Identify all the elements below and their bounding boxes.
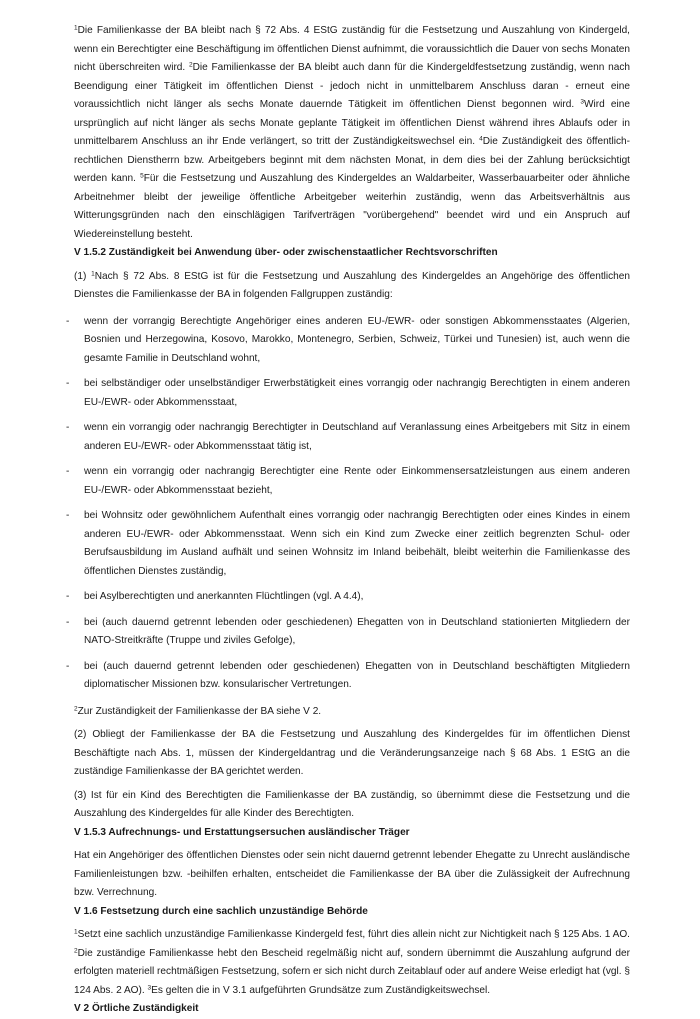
sentence: Die Zuständigkeit des öffentlich-rechtlichen Dienstherrn bzw. Arbeitgebers beginnt mit dem nächsten Monat, in dem dies bei der Zahlung berücksichtigt werden kann. (74, 136, 630, 184)
bullet-marker: - (66, 616, 70, 628)
sentence: Für die Festsetzung und Auszahlung des Kindergeldes an Waldarbeiter, Wasserbauarbeiter oder ähnliche Arbeitnehmer bleibt der jeweilige öffentliche Arbeitgeber weiterhin zuständig, wenn das Arbeitsverhältnis aus Witterungsgründen nach den einschlägigen Tarifverträgen "vorübergehend" beendet wird und ein Anspruch auf Wiedereinstellung besteht. (74, 173, 630, 240)
bullet-marker: - (66, 466, 70, 477)
sentence-number: 1 (74, 24, 78, 32)
sentence: Zur Zuständigkeit der Familienkasse der BA siehe V 2. (77, 705, 322, 717)
list-item-text: wenn ein vorrangig oder nachrangig Berechtigter in Deutschland auf Veranlassung eines Arbeitgebers mit Sitz in einem anderen EU-/EWR- oder Abkommensstaat tätig ist, (84, 422, 630, 452)
sentence: Die zuständige Familienkasse hebt den Bescheid regelmäßig nicht auf, sondern übernimmt die Auszahlung aufgrund der erfolgten materiell rechtmäßigen Festsetzung, sofern er sich nicht durch Zeitablauf oder auf andere Weise erledigt hat (vgl. § 124 Abs. 2 AO). (74, 947, 630, 996)
list-item (66, 614, 630, 651)
sentence: Die Familienkasse der BA bleibt nach § 72 Abs. 4 EStG zuständig für die Festsetzung und Auszahlung von Kindergeld, wenn ein Berechtigter eine Beschäftigung im öffentlichen Dienst aufnimmt, die voraussichtlich die Dauer von sechs Monaten nicht überschreiten wird. (74, 25, 630, 73)
sentence: Es gelten die in V 3.1 aufgeführten Grundsätze zum Zuständigkeitswechsel. (151, 984, 491, 996)
sentence-number: 4 (479, 135, 483, 143)
list-item (66, 658, 630, 695)
list-item (66, 463, 630, 500)
paragraph-1-6 (74, 926, 630, 1000)
list-item-text: bei Asylberechtigten und anerkannten Flüchtlingen (vgl. A 4.4), (84, 591, 364, 602)
paragraph-prefix: (1) (74, 270, 92, 282)
list-item-text: bei selbständiger oder unselbständiger Erwerbstätigkeit eines vorrangig oder nachrangig Berechtigten in einem anderen EU-/EWR- oder Abkommensstaat, (84, 378, 630, 408)
list-item (66, 375, 630, 412)
sentence-number: 2 (74, 947, 78, 954)
section-heading-1-5-2: V 1.5.2 Zuständigkeit bei Anwendung über- oder zwischenstaatlicher Rechtsvorschriften (74, 247, 498, 258)
sentence-number: 2 (188, 61, 193, 69)
paragraph-1-5-3: Hat ein Angehöriger des öffentlichen Dienstes oder sein nicht dauernd getrennt lebender Ehegatte zu Unrecht ausländische Familienleistungen bzw. -beihilfen erhalten, entscheidet die Familienkasse der BA über die Zulässigkeit der Aufrechnung bzw. Verrechnung. (74, 850, 630, 898)
bullet-marker: - (66, 591, 70, 602)
paragraph-1-5-2-abs1 (74, 268, 630, 305)
document-page (66, 22, 631, 1019)
list-item-text: bei (auch dauernd getrennt lebenden oder geschiedenen) Ehegatten von in Deutschland beschäftigten Mitgliedern diplomatischer Missionen bzw. konsularischer Vertretungen. (84, 660, 630, 690)
list-item (66, 507, 630, 581)
sentence-number: 3 (580, 98, 584, 106)
section-heading-1-5-3: V 1.5.3 Aufrechnungs- und Erstattungsersuchen ausländischer Träger (74, 826, 410, 838)
list-item-text: bei (auch dauernd getrennt lebenden oder geschiedenen) Ehegatten von in Deutschland stationierten Mitgliedern der NATO-Streitkräfte (Truppe und ziviles Gefolge), (84, 616, 630, 646)
sentence-number: 1 (74, 928, 78, 936)
list-item (66, 313, 630, 369)
bullet-marker: - (66, 422, 70, 433)
sentence: Die Familienkasse der BA bleibt auch dann für die Kindergeldfestsetzung zuständig, wenn nach Beendigung einer Tätigkeit im öffentlichen Dienst - jedoch nicht in unmittelbarem Anschluss daran - erneut eine voraussichtlich nicht länger als sechs Monate dauernde Tätigkeit im öffentlichen Dienst begonnen wird. (74, 62, 630, 110)
sentence-number: 3 (147, 984, 152, 991)
sentence: Wird eine ursprünglich auf nicht länger als sechs Monate geplante Tätigkeit im öffentlichen Dienst während ihres Ablaufs oder in unmittelbarem Anschluss an ihr Ende verlängert, so tritt der Zuständigkeitswechsel ein. (74, 99, 630, 147)
list-item (66, 419, 630, 456)
paragraph-1-5-2-abs3: (3) Ist für ein Kind des Berechtigten die Familienkasse der BA zuständig, so übernimmt diese die Festsetzung und die Auszahlung des Kindergeldes für alle Kinder des Berechtigten. (74, 789, 630, 819)
sentence-number: 5 (140, 172, 144, 180)
paragraph-1-5-2-abs2: (2) Obliegt der Familienkasse der BA die Festsetzung und Auszahlung des Kindergeldes für im öffentlichen Dienst Beschäftigte nach Abs. 1, müssen der Kindergeldantrag und die Veränderungsanzeige nach § 68 Abs. 1 EStG an die zuständige Familienkasse der BA gerichtet werden. (74, 729, 630, 777)
paragraph-1-5-2-abs1-sentence2 (74, 703, 630, 722)
list-item-text: bei Wohnsitz oder gewöhnlichem Aufenthalt eines vorrangig oder nachrangig Berechtigten oder eines Kindes in einem anderen EU-/EWR- oder Abkommensstaat. Wenn sich ein Kind zum Zwecke einer zeitlich begrenzten Schul- oder Berufsausbildung im Ausland aufhält und seinen Wohnsitz im Inland beibehält, bleibt weiterhin die Familienkasse des öffentlichen Dienstes zuständig, (84, 510, 630, 577)
sentence-number: 2 (74, 705, 78, 712)
paragraph-intro (74, 22, 630, 244)
bullet-marker: - (66, 660, 70, 672)
bullet-marker: - (66, 510, 70, 521)
bullet-marker: - (66, 378, 70, 389)
list-item-text: wenn ein vorrangig oder nachrangig Berechtigter eine Rente oder Einkommensersatzleistungen aus einem anderen EU-/EWR- oder Abkommensstaat bezieht, (84, 466, 630, 496)
sentence: Nach § 72 Abs. 8 EStG ist für die Festsetzung und Auszahlung des Kindergeldes an Angehörige des öffentlichen Dienstes die Familienkasse der BA in folgenden Fallgruppen zuständig: (74, 270, 631, 300)
section-heading-1-6: V 1.6 Festsetzung durch eine sachlich unzuständige Behörde (74, 905, 368, 917)
section-heading-2: V 2 Örtliche Zuständigkeit (74, 1003, 199, 1014)
sentence-number: 1 (91, 270, 95, 277)
sentence: Setzt eine sachlich unzuständige Familienkasse Kindergeld fest, führt dies allein nicht zur Nichtigkeit nach § 125 Abs. 1 AO. (77, 929, 630, 940)
bullet-marker: - (66, 315, 70, 327)
list-item-text: wenn der vorrangig Berechtigte Angehöriger eines anderen EU-/EWR- oder sonstigen Abkommensstaates (Algerien, Bosnien und Herzegowina, Kosovo, Marokko, Montenegro, Serbien, Schweiz, Türkei und Tunesien) ist, auch wenn die gesamte Familie in Deutschland wohnt, (84, 315, 630, 364)
list-item (66, 588, 630, 607)
case-list (66, 313, 630, 695)
